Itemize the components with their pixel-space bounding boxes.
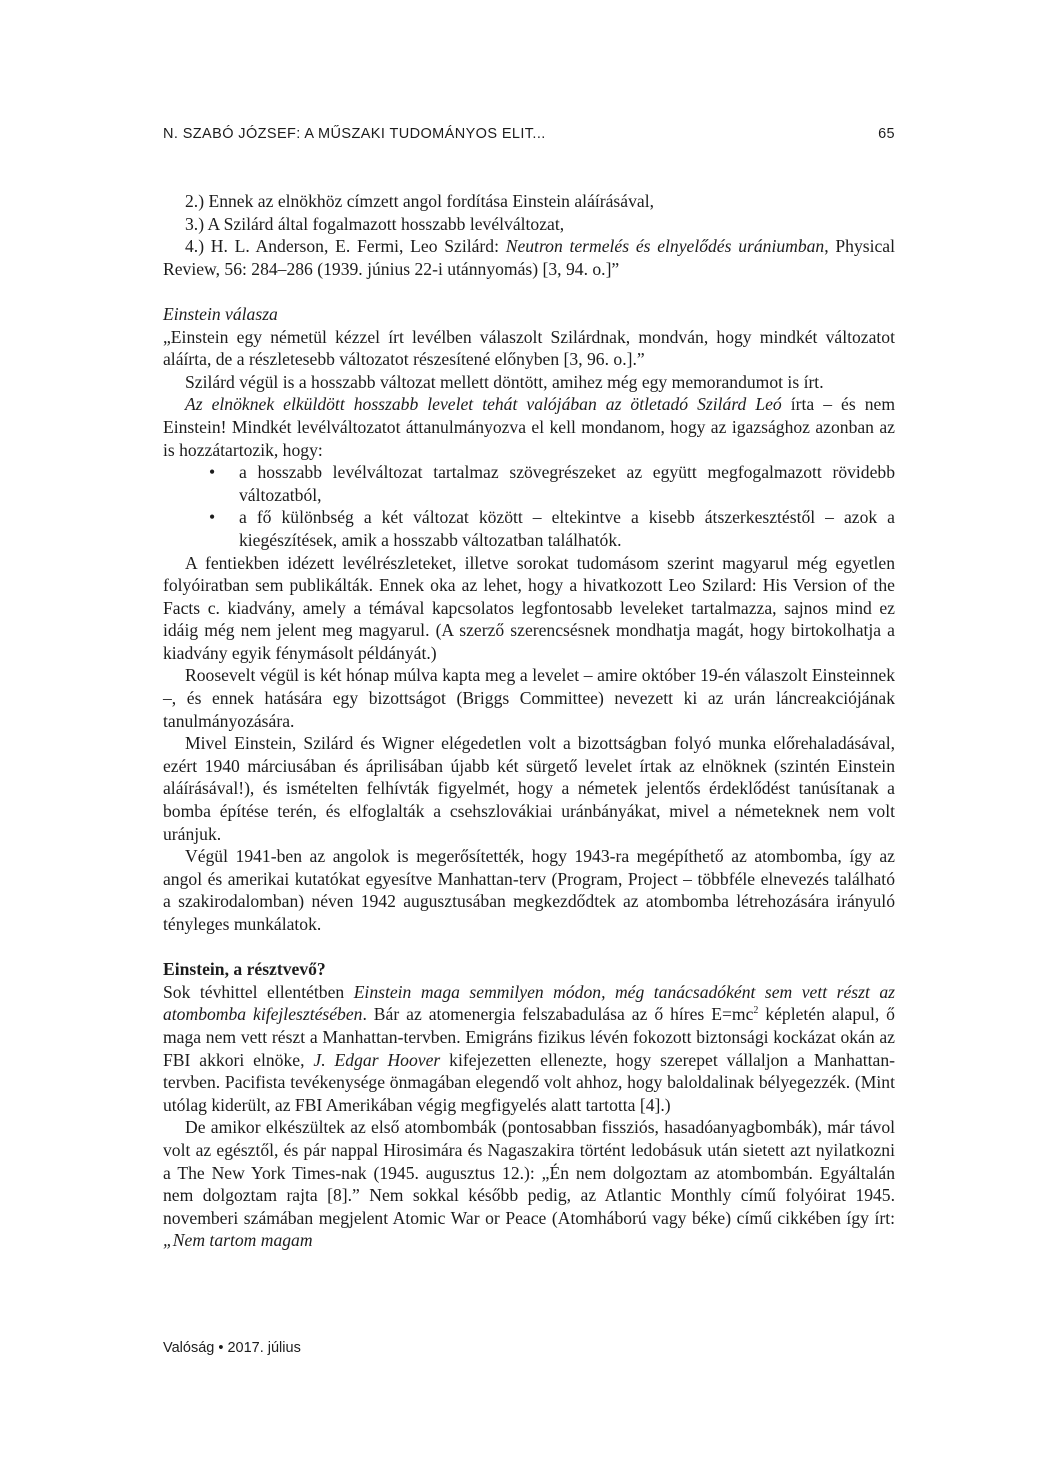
- section-heading: Einstein, a résztvevő?: [163, 959, 326, 980]
- paragraph: Szilárd végül is a hosszabb változat mellett döntött, amihez még egy memorandumot is írt.: [185, 371, 824, 392]
- bullet-icon: •: [209, 462, 216, 483]
- paragraph-text: írta – és nem Einstein! Mindkét levélváltozatot áttanulmányozva el kell mondanom, hogy az igazsághoz azonban az is hozzátartozik, hogy:: [163, 394, 895, 460]
- list-item-4-text: 4.) H. L. Anderson, E. Fermi, Leo Szilárd:: [185, 236, 506, 257]
- running-header-title: N. SZABÓ JÓZSEF: A MŰSZAKI TUDOMÁNYOS ELIT...: [163, 126, 546, 142]
- emphasis-quote: „Nem tartom magam: [163, 1230, 313, 1251]
- paragraph: Roosevelt végül is két hónap múlva kapta meg a levelet – amire október 19-én válaszolt Einsteinnek –, és ennek hatására egy bizottságot (Briggs Committee) nevezett ki az urán láncreakciójának tanulmányozására.: [163, 665, 895, 731]
- paragraph: A fentiekben idézett levélrészleteket, illetve sorokat tudomásom szerint magyarul még egyetlen folyóiratban sem publikálták. Ennek oka az lehet, hogy a hivatkozott Leo Szilard: His Version of the Facts c. kiadvány, amely a témával kapcsolatos legfontosabb leveleket tartalmazza, sajnos mind ez idáig még nem jelent meg magyarul. (A szerző szerencsésnek mondhatja magát, hogy birtokolhatja a kiadvány egyik fénymásolt példányát.): [163, 552, 895, 663]
- bullet-item: [163, 506, 895, 551]
- bullet-icon: •: [209, 507, 216, 528]
- list-item-2: 2.) Ennek az elnökhöz címzett angol fordítása Einstein aláírásával,: [185, 191, 654, 211]
- paragraph-text: De amikor elkészültek az első atombombák (pontosabban fissziós, hasadóanyagbombák), már távol volt az egésztől, és pár nappal Hirosimára és Nagaszakira történt ledobásuk után sietett azt nyilatkozni a The New York Times-nak (1945. augusztus 12.): „Én nem dolgoztam az atombombán. Egyáltalán nem dolgoztam rajta [8].” Nem sokkal később pedig, az Atlantic Monthly című folyóirat 1945. novemberi számában megjelent Atomic War or Peace (Atomháború vagy béke) című cikkében így írt:: [163, 1117, 895, 1228]
- paragraph-text: Sok tévhittel ellentétben: [163, 981, 354, 1002]
- bullet-text: a fő különbség a két változat között – eltekintve a kisebb átszerkesztéstől – azok a kiegészítések, amik a hosszabb változatban találhatók.: [239, 507, 895, 550]
- paragraph: [163, 1116, 895, 1252]
- bullet-list: [163, 461, 895, 551]
- paragraph-text: kifejezetten ellenezte, hogy szerepet vállaljon a Manhattan-tervben. Pacifista tevékenysége önmagában elegendő volt ahhoz, hogy baloldalinak bélyegezzék. (Mint utólag kiderült, az FBI Amerikában végig megfigyelés alatt tartotta [4].): [163, 1049, 895, 1115]
- page-footer: Valóság • 2017. július: [163, 1340, 301, 1356]
- bullet-item: [163, 461, 895, 506]
- list-item-4-title: Neutron termelés és elnyelődés urániumban: [505, 236, 825, 257]
- article-body: [163, 190, 895, 1252]
- emphasis-text: Einstein maga semmilyen módon, még tanácsadóként sem vett részt az atombomba kifejlesztésében: [163, 981, 895, 1025]
- paragraph-text: . Bár az atomenergia felszabadulása az ő híres E=mc: [362, 1004, 754, 1025]
- list-item-3: 3.) A Szilárd által fogalmazott hosszabb levélváltozat,: [185, 213, 565, 234]
- list-item-4: [163, 235, 895, 280]
- subheading-einstein-valasza: Einstein válasza: [163, 303, 278, 324]
- paragraph: Mivel Einstein, Szilárd és Wigner elégedetlen volt a bizottságban folyó munka előrehaladásával, ezért 1940 márciusában és áprilisában újabb két sürgető levelet írtak az elnöknek (szintén Einstein aláírásával!), és ismételten felhívták figyelmét, hogy a németek jelentős érdeklődést tanúsítanak a bomba építése terén, és elfoglalták a csehszlovákiai uránbányákat, mivel a németeknek nem volt uránjuk.: [163, 733, 895, 844]
- superscript: 2: [753, 1005, 759, 1017]
- emphasis-name: J. Edgar Hoover: [313, 1049, 441, 1070]
- paragraph: [163, 981, 895, 1117]
- running-header: [163, 126, 895, 146]
- emphasis-text: Az elnöknek elküldött hosszabb levelet tehát valójában az ötletadó Szilárd Leó: [185, 394, 782, 415]
- bullet-text: a hosszabb levélváltozat tartalmaz szövegrészeket az együtt megfogalmazott rövidebb változatból,: [239, 462, 895, 505]
- paragraph: Végül 1941-ben az angolok is megerősítették, hogy 1943-ra megépíthető az atombomba, így az angol és amerikai kutatókat egyesítve Manhattan-terv (Program, Project – többféle elnevezés található a szakirodalomban) néven 1942 augusztusában megkezdődtek az atombomba létrehozására irányuló tényleges munkálatok.: [163, 846, 895, 934]
- paragraph: „Einstein egy németül kézzel írt levélben válaszolt Szilárdnak, mondván, hogy mindkét változatot aláírta, de a részletesebb változatot részesítené előnyben [3, 96. o.].”: [163, 326, 895, 370]
- paragraph: [163, 393, 895, 461]
- page-number: 65: [878, 126, 895, 142]
- list-item-4-source: , Physical Review, 56: 284–286 (1939. június 22-i utánnyomás) [3, 94. o.]”: [163, 236, 895, 279]
- paragraph-text: képletén alapul, ő maga nem vett részt a Manhattan-tervben. Emigráns fizikus lévén fokozott biztonsági kockázat okán az FBI akkori elnöke,: [163, 1004, 895, 1070]
